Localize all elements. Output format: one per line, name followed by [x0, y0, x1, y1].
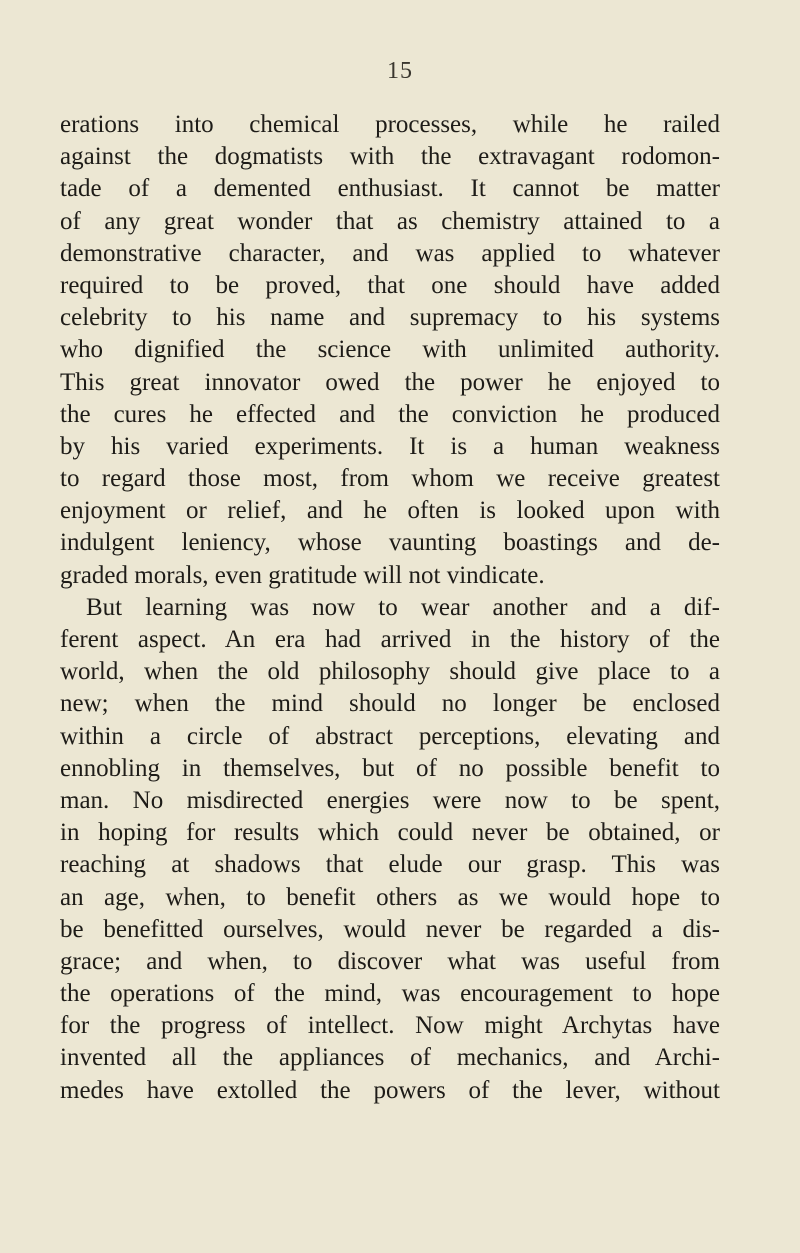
text-line: grace; and when, to discover what was useful from [60, 947, 720, 975]
text-line: celebrity to his name and supremacy to his systems [60, 304, 720, 332]
text-line: for the progress of intellect. Now might Archytas have [60, 1012, 720, 1040]
text-line: reaching at shadows that elude our grasp. This was [60, 851, 720, 879]
text-line: the operations of the mind, was encouragement to hope [60, 980, 720, 1008]
text-line: who dignified the science with unlimited authority. [60, 336, 720, 364]
text-line: in hoping for results which could never be obtained, or [60, 819, 720, 847]
text-line: demonstrative character, and was applied to whatever [60, 239, 720, 267]
text-line: But learning was now to wear another and a dif- [86, 593, 720, 621]
text-line: be benefitted ourselves, would never be regarded a dis- [60, 915, 720, 943]
text-line: erations into chemical processes, while he railed [60, 111, 720, 138]
text-line: of any great wonder that as chemistry attained to a [60, 207, 720, 235]
text-line: to regard those most, from whom we receive greatest [60, 465, 720, 493]
text-line: by his varied experiments. It is a human weakness [60, 432, 720, 460]
text-line: enjoyment or relief, and he often is looked upon with [60, 497, 720, 525]
text-line: world, when the old philosophy should give place to a [60, 658, 720, 686]
text-line: indulgent leniency, whose vaunting boastings and de- [60, 529, 720, 557]
text-line: man. No misdirected energies were now to be spent, [60, 786, 720, 814]
text-line: tade of a demented enthusiast. It cannot be matter [60, 175, 720, 203]
body-text [60, 109, 720, 1107]
text-line: required to be proved, that one should have added [60, 271, 720, 299]
text-line: against the dogmatists with the extravagant rodomon- [60, 143, 720, 171]
text-line: This great innovator owed the power he enjoyed to [60, 368, 720, 396]
text-line: an age, when, to benefit others as we would hope to [60, 883, 720, 911]
text-line: the cures he effected and the conviction he produced [60, 400, 720, 428]
text-line: new; when the mind should no longer be enclosed [60, 690, 720, 718]
page-number: 15 [387, 58, 413, 84]
text-line: invented all the appliances of mechanics, and Archi- [60, 1044, 720, 1072]
text-line: within a circle of abstract perceptions, elevating and [60, 722, 720, 750]
text-line: graded morals, even gratitude will not vindicate. [60, 561, 545, 589]
text-line: ferent aspect. An era had arrived in the history of the [60, 626, 720, 653]
text-line: medes have extolled the powers of the lever, without [60, 1076, 720, 1104]
text-line: ennobling in themselves, but of no possible benefit to [60, 754, 720, 782]
